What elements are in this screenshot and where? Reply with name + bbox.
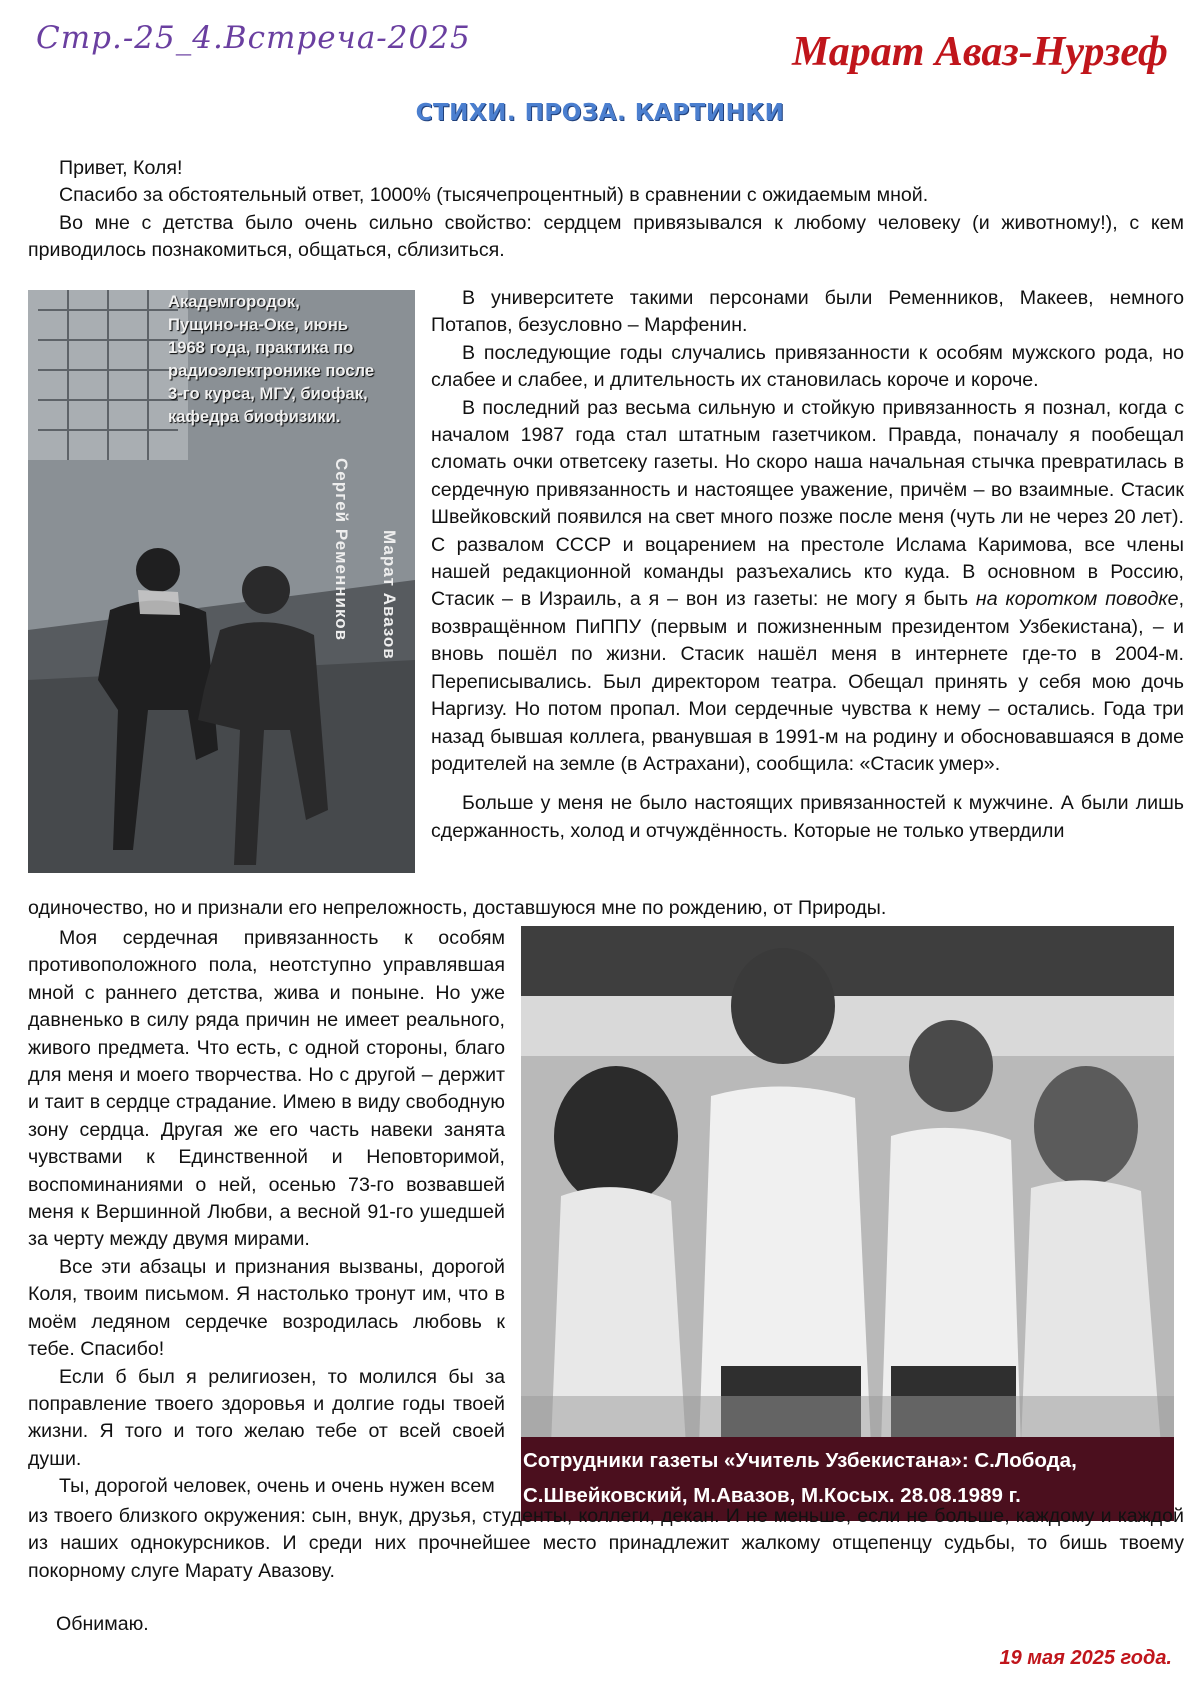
photo-newspaper-staff-1989 <box>521 926 1174 1521</box>
paragraph: В университете такими персонами были Ременников, Макеев, немного Потапов, безусловно – Марфенин. <box>431 287 1184 337</box>
photo-illustration <box>521 926 1174 1521</box>
italic-phrase: на коротком поводке <box>975 588 1179 611</box>
intro-paragraph: Спасибо за обстоятельный ответ, 1000% (тысячепроцентный) в сравнении с ожидаемым мной. <box>59 184 929 207</box>
paragraph: В последующие годы случались привязанности к особям мужского рода, но слабее и слабее, и длительность их становилась короче и короче. <box>431 341 1184 392</box>
letter-date: 19 мая 2025 года. <box>999 1647 1172 1669</box>
page-reference: Стр.-25_4.Встреча-2025 <box>36 20 471 56</box>
photo1-name-remennikov: Сергей Ременников <box>332 458 351 642</box>
photo-akademgorodok-1968 <box>28 290 415 873</box>
photo2-caption: Сотрудники газеты «Учитель Узбекистана»: С.Лобода, С.Швейковский, М.Авазов, М.Косых. 28.08.1989 г. <box>521 1437 1174 1521</box>
full-width-continuation: одиночество, но и признали его непреложность, доставшуюся мне по рождению, от Природы. <box>28 897 887 919</box>
paragraph: В последний раз весьма сильную и стойкую привязанность я познал, когда с началом 1987 года стал штатным газетчиком. Правда, поначалу я пообещал сломать очки ответсеку газеты. Но скоро наша начальная стычка превратилась в сердечную привязанность и настоящее уважение, причём – во взаимные. Стасик Швейковский появился на свет много позже после меня (чуть ли не через 20 лет). С развалом СССР и воцарением на престоле Ислама Каримова, все члены нашей редакционной команды разъехались кто куда. В основном в Россию, Стасик – в Израиль, а я – вон из газеты: не могу я быть на коротком поводке, возвращённом ПиППУ (первым и пожизненным президентом Узбекистана), – и вновь пошёл по жизни. Стасик нашёл меня в интернете где-то в 2004-м. Переписывались. Был директором театра. Обещал принять у себя мою дочь Наргизу. Но потом пропал. Мои сердечные чувства к нему – остались. Года три назад бывшая коллега, рванувшая в 1991-м на родину и обосновавшаяся в доме родителей на земле (в Астрахани), сообщила: «Стасик умер». <box>431 396 1185 775</box>
paragraph: Если б был я религиозен, то молился бы за поправление твоего здоровья и долгие годы твоей жизни. Я того и того желаю тебе от всей своей души. <box>28 1365 505 1470</box>
greeting: Привет, Коля! <box>59 157 183 179</box>
paragraph: Моя сердечная привязанность к особям противоположного пола, неотступно управлявшая мной с раннего детства, жива и поныне. Но уже давненько в силу ряда причин не имеет реального, живого предмета. Что есть, с одной стороны, благо для меня и моего творчества. Но с другой – держит и таит в сердце страдание. Имею в виду свободную зону сердца. Другая же его часть навеки занята чувствами к Единственной и Неповторимой, воспоминаниями о ней, осенью 73-го возвавшей меня к Вершинной Любви, а весной 91-го ушедшей за черту между двумя мирами. <box>28 927 505 1251</box>
section-title: СТИХИ. ПРОЗА. КАРТИНКИ <box>415 100 785 126</box>
left-column-text <box>28 925 505 1501</box>
paragraph: Ты, дорогой человек, очень и очень нужен всем <box>59 1475 495 1498</box>
signoff: Обнимаю. <box>56 1613 149 1635</box>
closing-paragraph: из твоего близкого окружения: сын, внук, друзья, студенты, коллеги, декан. И не меньше, если не больше, каждому и каждой из наших однокурсников. И среди них прочнейшее место принадлежит жалкому отщепенцу судьбы, то бишь твоему покорному слуге Марату Авазову. <box>28 1505 1184 1582</box>
author-name: Марат Аваз-Нурзеф <box>791 29 1168 75</box>
intro-block <box>28 155 1184 265</box>
right-column-text <box>431 285 1184 845</box>
paragraph: Все эти абзацы и признания вызваны, дорогой Коля, твоим письмом. Я настолько тронут им, что в моём ледяном сердечке возродилась любовь к тебе. Спасибо! <box>28 1255 505 1361</box>
intro-paragraph: Во мне с детства было очень сильно свойство: сердцем привязывался к любому человеку (и животному!), с кем приводилось познакомиться, общаться, сблизиться. <box>28 211 1184 262</box>
paragraph: Больше у меня не было настоящих привязанностей к мужчине. А были лишь сдержанность, холод и отчуждённость. Которые не только утвердили <box>431 792 1184 842</box>
photo1-caption: Академгородок, Пущино-на-Оке, июнь 1968 года, практика по радиоэлектронике после 3-го курса, МГУ, биофак, кафедра биофизики. <box>168 292 375 426</box>
photo1-name-avazov: Марат Авазов <box>380 530 399 660</box>
